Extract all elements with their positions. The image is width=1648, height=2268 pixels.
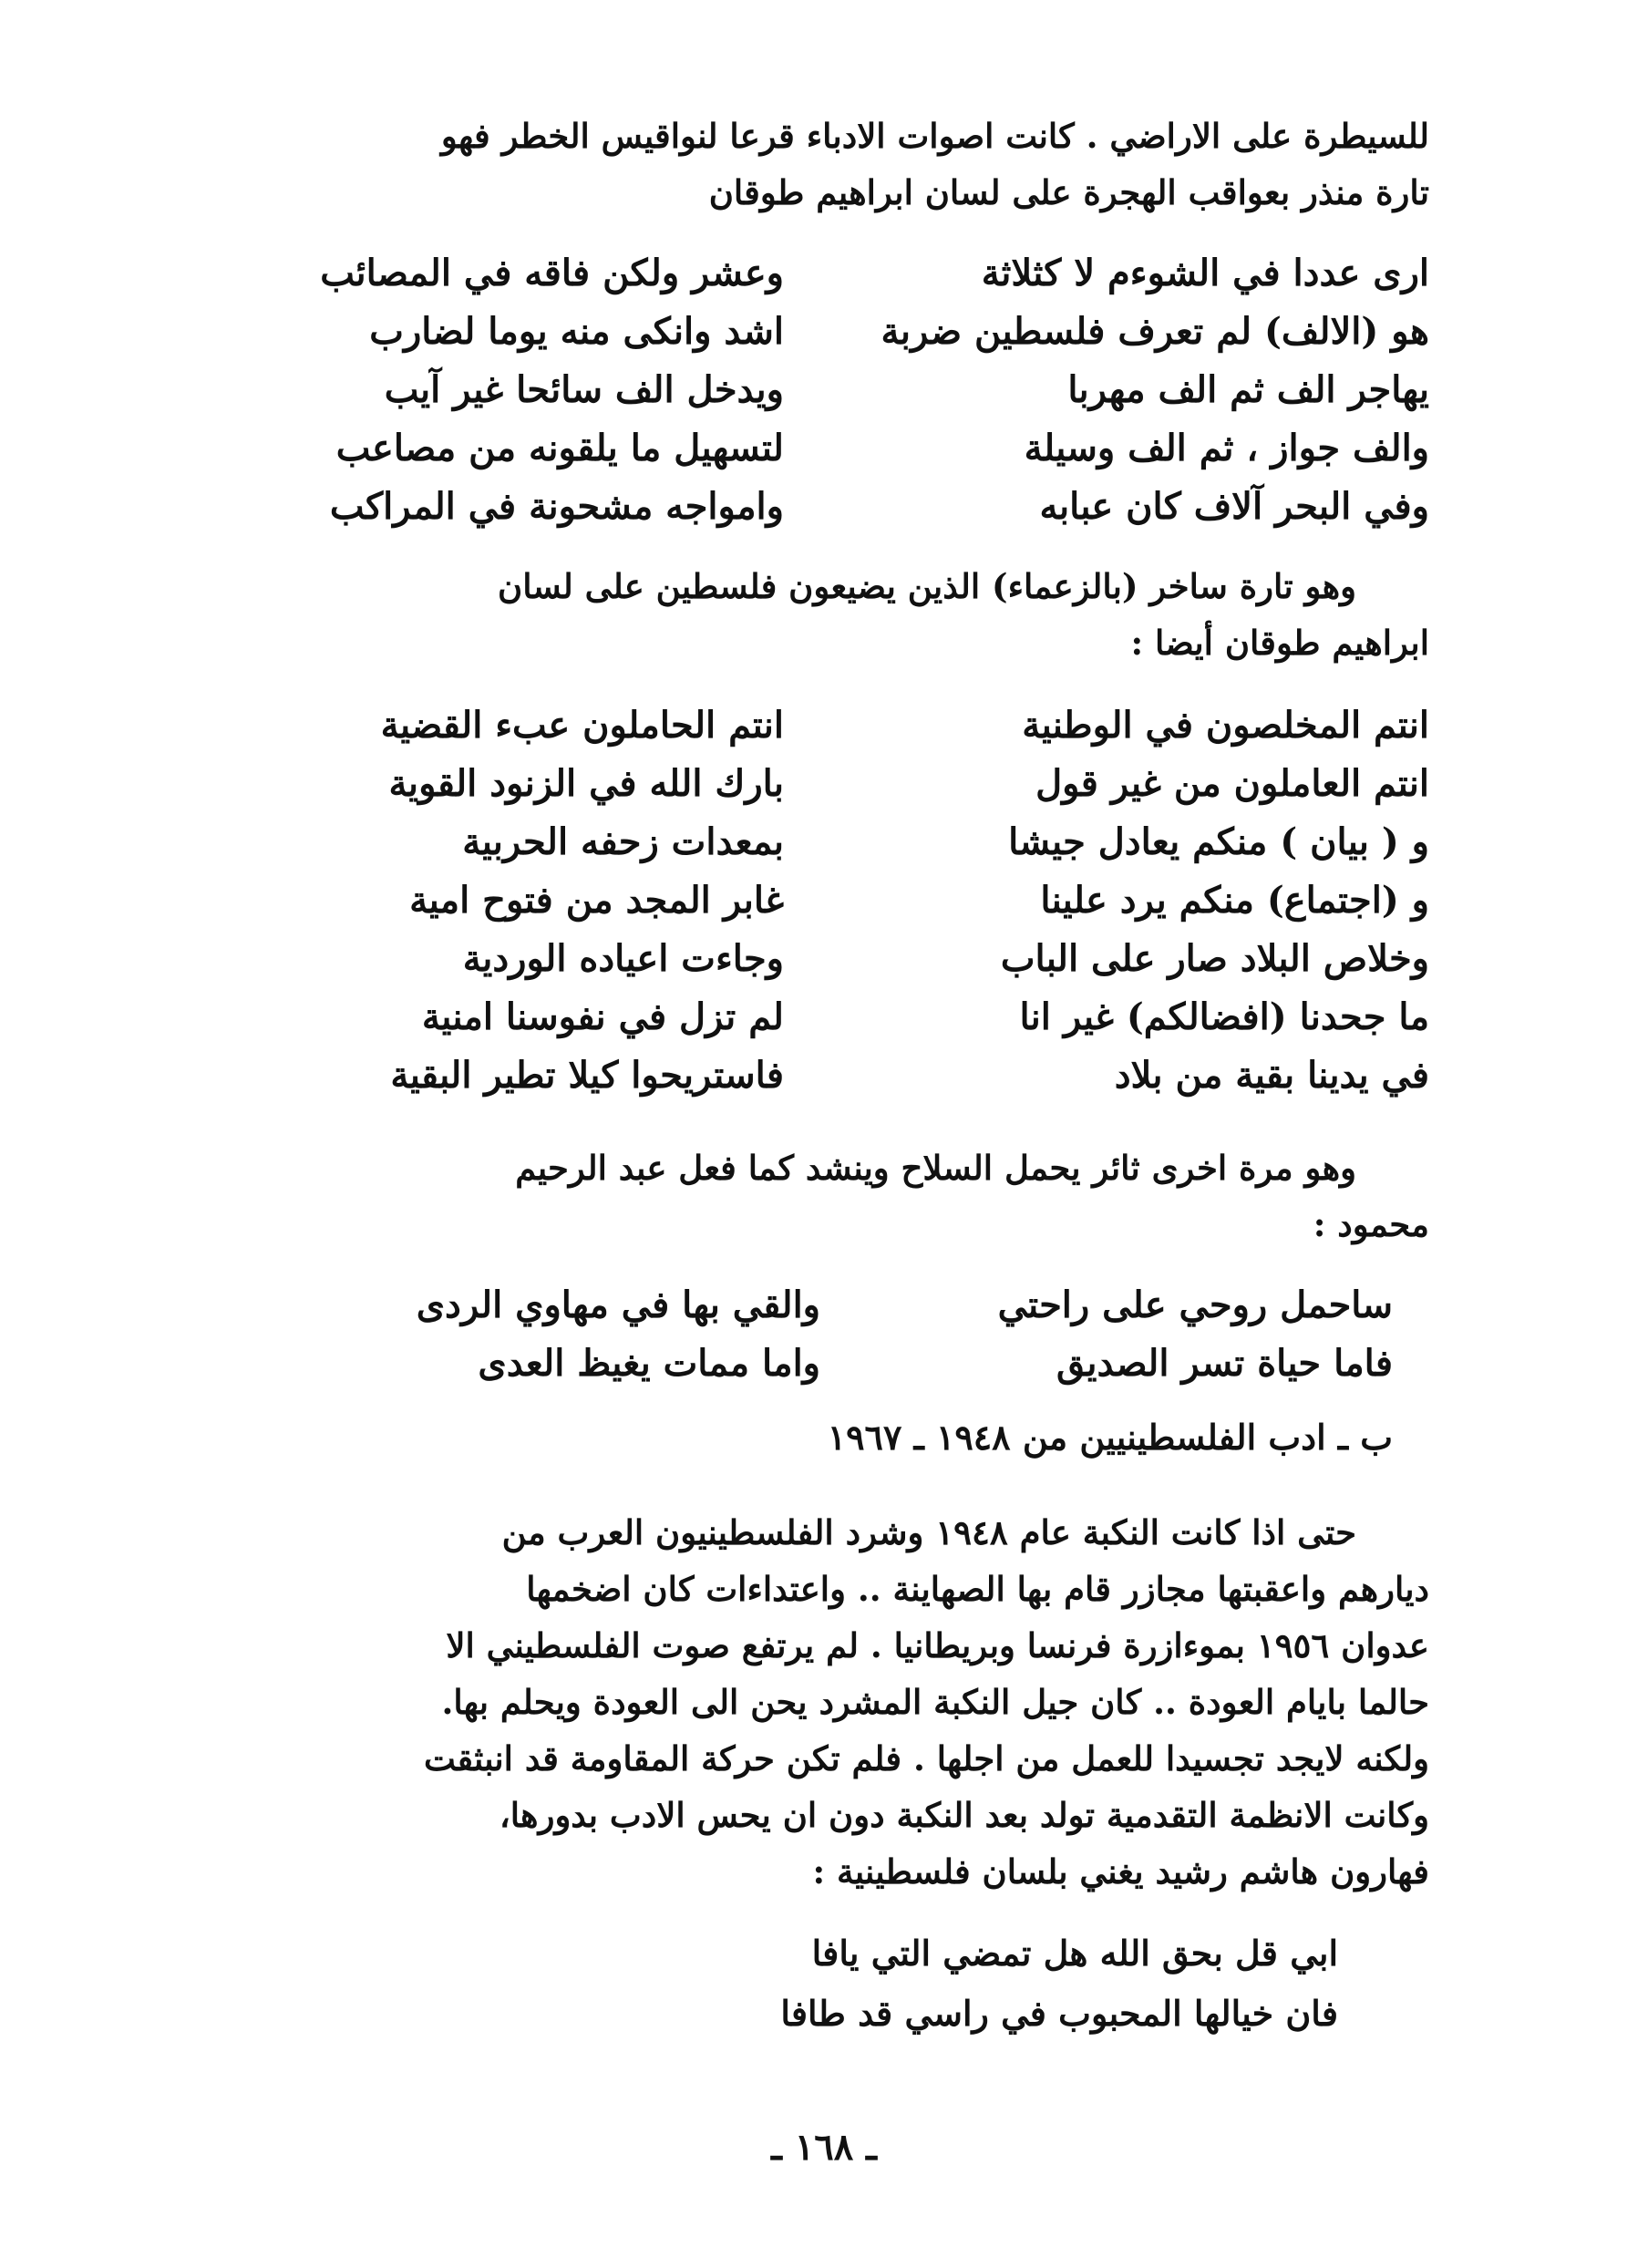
poem-verse (273, 1276, 1393, 1335)
verse-second-hemistich: غابر المجد من فتوح امية (409, 879, 784, 922)
verse-second-hemistich: لم تزل في نفوسنا امنية (421, 995, 784, 1038)
verse-second-hemistich: فاستريحوا كيلا تطير البقية (390, 1054, 784, 1097)
text-line: تارة منذر بعواقب الهجرة على لسان ابراهيم طوقان (708, 172, 1429, 212)
verse-first-hemistich: وفي البحر آلاف كان عبابه (1039, 485, 1429, 528)
verse-second-hemistich: بمعدات زحفه الحربية (462, 820, 784, 863)
verse-second-hemistich: اشد وانكى منه يوما لضارب (369, 310, 784, 353)
verse-second-hemistich: وعشر ولكن فاقه في المصائب (320, 252, 784, 294)
poem-verse (219, 988, 1429, 1046)
verse-second-hemistich: وامواجه مشحونة في المراكب (329, 485, 784, 528)
poem-verse (219, 696, 1429, 755)
poem-verse (219, 930, 1429, 988)
closing-verse (638, 1923, 1338, 2044)
verse-second-hemistich: والقي بها في مهاوي الردى (416, 1283, 820, 1326)
text-line: ولكنه لايجد تجسيدا للعمل من اجلها . فلم تكن حركة المقاومة قد انبثقت (423, 1738, 1429, 1778)
poem-verse (219, 1046, 1429, 1105)
verse-first-hemistich: ساحمل روحي على راحتي (997, 1283, 1393, 1326)
poem-verse (219, 755, 1429, 813)
poem-verse (219, 244, 1429, 303)
verse-first-hemistich: انتم المخلصون في الوطنية (1022, 704, 1429, 747)
text-line: وهو تارة ساخر (بالزعماء) الذين يضيعون فلسطين على لسان (498, 566, 1356, 606)
text-line: محمود : (1313, 1204, 1429, 1244)
text-line: حتى اذا كانت النكبة عام ١٩٤٨ وشرد الفلسطينيون العرب من (501, 1512, 1356, 1552)
verse-second-hemistich: لتسهيل ما يلقونه من مصاعب (335, 427, 784, 469)
verse-first-hemistich: و (اجتماع) منكم يرد علينا (1040, 879, 1429, 922)
poem-ibrahim-tuqan-alf (219, 244, 1429, 536)
verse-second-hemistich: ويدخل الف سائحا غير آيب (384, 368, 784, 411)
text-line: فان خيالها المحبوب في راسي قد طافا (780, 1993, 1338, 2034)
mid-paragraph-2 (228, 1139, 1429, 1253)
text-line: وهو مرة اخرى ثائر يحمل السلاح وينشد كما فعل عبد الرحيم (515, 1148, 1356, 1188)
text-line: ديارهم واعقبتها مجازر قام بها الصهاينة .. واعتداءات كان اضخمها (526, 1569, 1429, 1609)
poem-verse (219, 871, 1429, 930)
verse-second-hemistich: وجاءت اعياده الوردية (462, 937, 784, 980)
verse-second-hemistich: بارك الله في الزنود القوية (388, 762, 784, 805)
verse-first-hemistich: هو (الالف) لم تعرف فلسطين ضربة (881, 310, 1429, 353)
intro-paragraph (228, 108, 1429, 221)
poem-verse (219, 303, 1429, 361)
verse-second-hemistich: واما ممات يغيظ العدى (478, 1342, 820, 1385)
section-heading: ب ـ ادب الفلسطينيين من ١٩٤٨ ـ ١٩٦٧ (827, 1417, 1393, 1458)
page-number: ـ ١٦٨ ـ (771, 2126, 877, 2169)
text-line: ابراهيم طوقان أيضا : (1130, 623, 1429, 663)
text-line: حالما بايام العودة .. كان جيل النكبة المشرد يحن الى العودة ويحلم بها. (441, 1682, 1429, 1722)
text-line: فهارون هاشم رشيد يغني بلسان فلسطينية : (812, 1851, 1429, 1892)
body-paragraph (228, 1504, 1429, 1900)
verse-first-hemistich: ما جحدنا (افضالكم) غير انا (1019, 995, 1429, 1038)
poem-verse (219, 478, 1429, 536)
poem-ibrahim-tuqan-zuama (219, 696, 1429, 1105)
text-line: عدوان ١٩٥٦ بموءازرة فرنسا وبريطانيا . لم يرتفع صوت الفلسطيني الا (446, 1625, 1429, 1665)
verse-first-hemistich: ارى عددا في الشوءم لا كثلاثة (981, 252, 1429, 294)
verse-first-hemistich: وخلاص البلاد صار على الباب (1000, 937, 1429, 980)
mid-paragraph-1 (228, 558, 1429, 671)
verse-first-hemistich: انتم العاملون من غير قول (1035, 762, 1429, 805)
verse-first-hemistich: فاما حياة تسر الصديق (1056, 1342, 1393, 1385)
poem-verse (219, 361, 1429, 419)
verse-first-hemistich: و ( بيان ) منكم يعادل جيشا (1008, 820, 1429, 863)
verse-first-hemistich: يهاجر الف ثم الف مهربا (1067, 368, 1429, 411)
verse-second-hemistich: انتم الحاملون عبء القضية (380, 704, 784, 747)
text-line: وكانت الانظمة التقدمية تولد بعد النكبة دون ان يحس الادب بدورها، (499, 1795, 1429, 1835)
poem-verse (273, 1335, 1393, 1393)
text-line: ابي قل بحق الله هل تمضي التي يافا (811, 1933, 1338, 1974)
poem-verse (219, 813, 1429, 871)
poem-abd-al-rahim-mahmud (273, 1276, 1393, 1393)
poem-verse (219, 419, 1429, 478)
verse-first-hemistich: والف جواز ، ثم الف وسيلة (1024, 427, 1429, 469)
verse-first-hemistich: في يدينا بقية من بلاد (1114, 1054, 1429, 1097)
text-line: للسيطرة على الاراضي . كانت اصوات الادباء قرعا لنواقيس الخطر فهو (440, 116, 1429, 156)
